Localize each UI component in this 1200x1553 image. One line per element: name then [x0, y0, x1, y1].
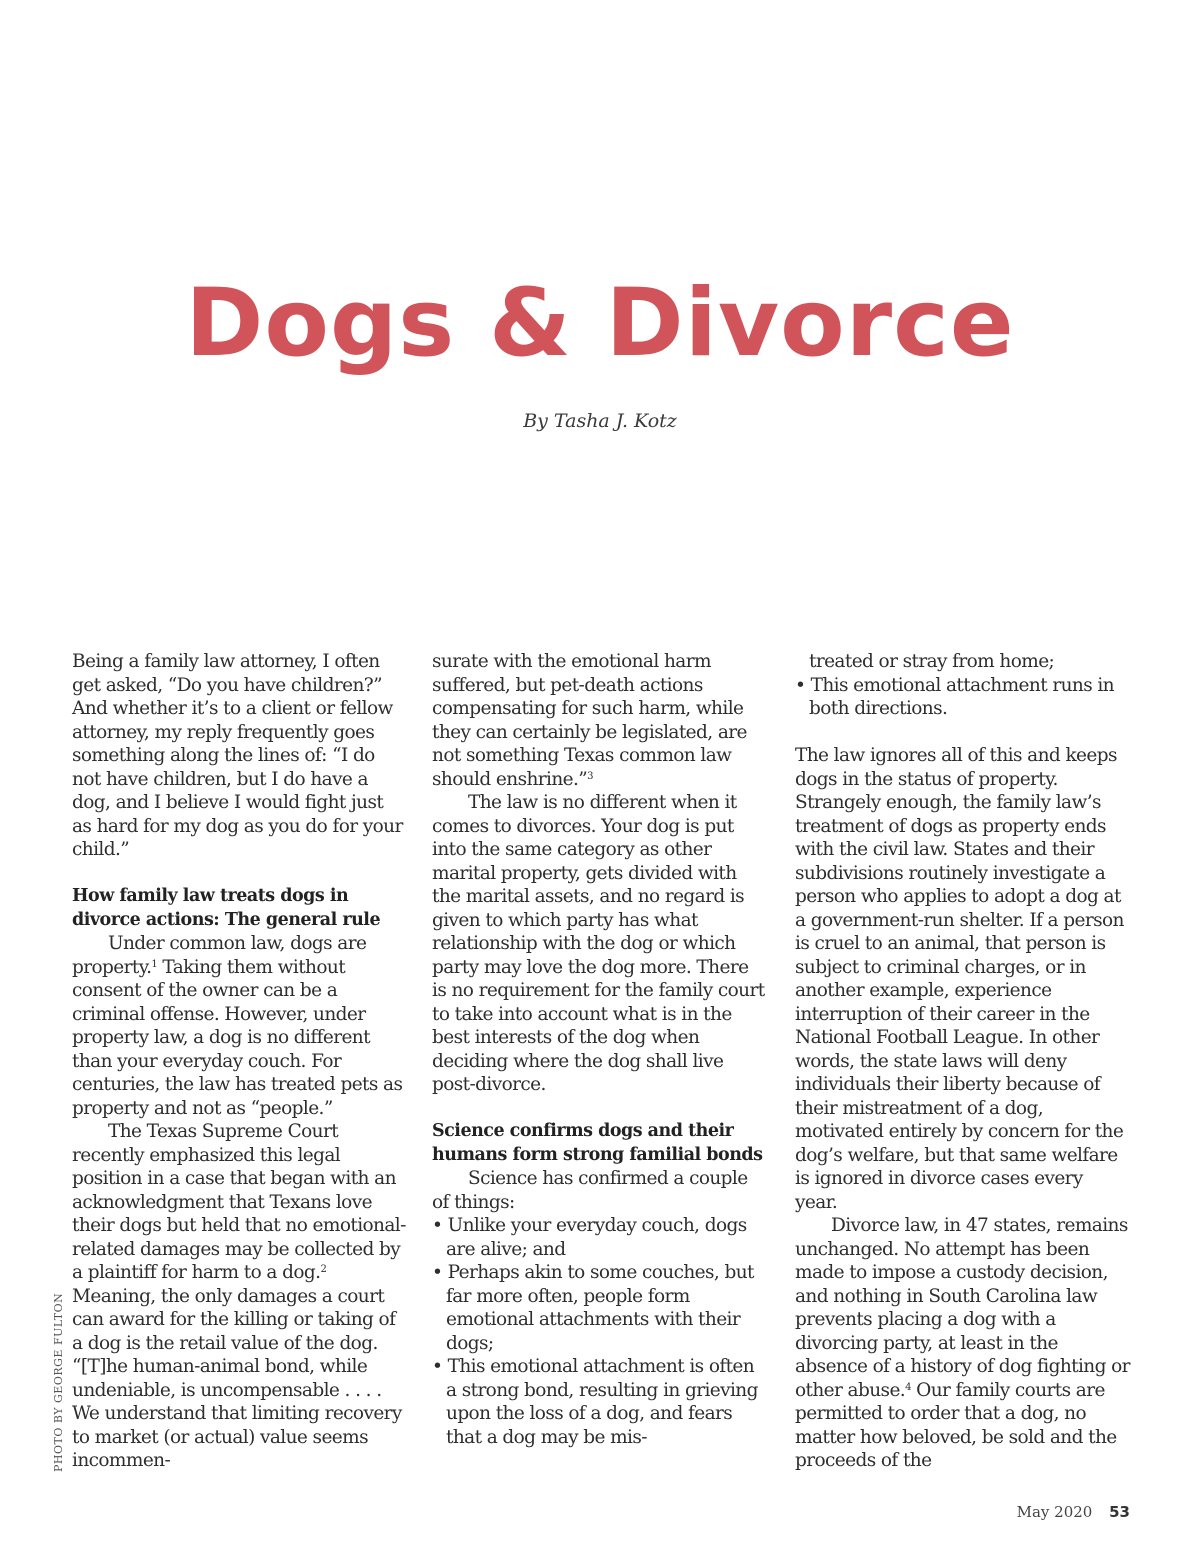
paragraph: The law is no different when it comes to divorces. Your dog is put into the same category as other marital property, gets divided with the marital assets, and no regard is given to which party has what relationship with the dog or which party may love the dog more. There is no requirement for the family court to take into account what is in the best interests of the dog when deciding where the dog shall live post-divorce.	[432, 792, 765, 1095]
footnote-ref: 4	[905, 1381, 911, 1393]
footnote-ref: 2	[320, 1264, 327, 1275]
list-item-continuation: treated or stray from home;	[809, 651, 1055, 672]
paragraph: The law ignores all of this and keeps dogs in the status of property. Strangely enough, the family law’s treatment of dogs as property ends with the civil law. States and their subdivisions routinely investigate a person who applies to adopt a dog at a government-run shelter. If a person is cruel to an animal, that person is subject to criminal charges, or in another example, experience interruption of their career in the National Football League. In other words, the state laws will deny individuals their liberty because of their mistreatment of a dog, motivated entirely by concern for the dog’s welfare, but that same welfare is ignored in divorce cases every year.	[795, 745, 1124, 1213]
issue-date: May 2020	[1016, 1503, 1093, 1521]
column-1	[72, 650, 407, 1473]
paragraph: Science has confirmed a couple of things:	[432, 1168, 748, 1213]
column-3	[795, 650, 1130, 1473]
list-item: • This emotional attachment runs in both directions.	[795, 674, 1130, 721]
page-number: 53	[1109, 1503, 1130, 1521]
byline: By Tasha J. Kotz	[523, 410, 677, 432]
article-title: Dogs & Divorce	[185, 269, 1015, 378]
paragraph: Under common law, dogs are property.$^1$ Taking them without consent of the owner can be a criminal offense. However, under property law, a dog is no different than your everyday couch. For centuries, the law has treated pets as property and not as “people.”	[72, 933, 403, 1119]
paragraph: Being a family law attorney, I often get asked, “Do you have children?” And whether it’s to a client or fellow attorney, my reply frequently goes something along the lines of: “I do not have children, but I do have a dog, and I believe I would fight just as hard for my dog as you do for your child.”	[72, 651, 403, 860]
paragraph: Divorce law, in 47 states, remains unchanged. No attempt has been made to impose a custody decision, and nothing in South Carolina law prevents placing a dog with a divorcing party, at least in the absence of a history of dog fighting or other abuse.$^4$ Our family courts are permitted to order that a dog, no matter how beloved, be sold and the proceeds of the	[795, 1215, 1130, 1471]
list-item: • Unlike your everyday couch, dogs are alive; and	[432, 1214, 767, 1261]
bullet-list	[432, 1214, 767, 1449]
paragraph: The Texas Supreme Court recently emphasized this legal position in a case that began with an acknowledgment that Texans love their dogs but held that no emotional-related damages may be collected by a plaintiff for harm to a dog.$^2$ Meaning, the only damages a court can award for the killing or taking of a dog is the retail value of the dog. “[T]he human-animal bond, while undeniable, is uncompensable . . . . We understand that limiting recovery to market (or actual) value seems incommen-	[72, 1121, 406, 1471]
list-item: • Perhaps akin to some couches, but far more often, people form emotional attachments with their dogs;	[432, 1261, 767, 1355]
bullet-list	[795, 674, 1130, 721]
footnote-ref: 3	[587, 770, 593, 782]
page-footer	[1017, 1503, 1130, 1521]
footnote-ref: 1	[151, 958, 158, 970]
section-heading: Science confirms dogs and their humans form strong familial bonds	[432, 1121, 763, 1165]
paragraph: surate with the emotional harm suffered, but pet-death actions compensating for such harm, while they can certainly be legislated, are not something Texas common law should enshrine.”$^3$	[432, 651, 747, 790]
photo-credit: PHOTO BY GEORGE FULTON	[52, 1292, 65, 1472]
column-2	[432, 650, 767, 1449]
list-item: • This emotional attachment is often a strong bond, resulting in grieving upon the loss of a dog, and fears that a dog may be mis-	[432, 1355, 767, 1449]
section-heading: How family law treats dogs in divorce actions: The general rule	[72, 886, 381, 930]
